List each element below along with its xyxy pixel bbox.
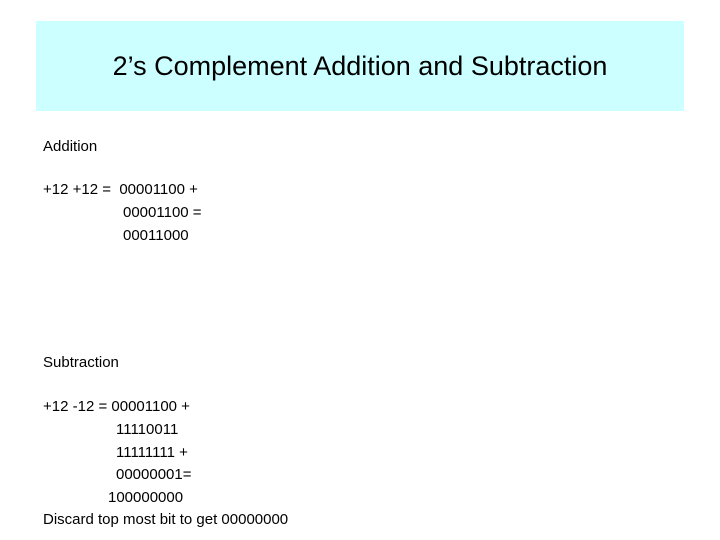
subtraction-result-line: 100000000 [108, 489, 184, 506]
addition-heading: Addition [43, 138, 98, 155]
addition-result-line: 00011000 [123, 227, 189, 244]
slide-title: 2’s Complement Addition and Subtraction [112, 50, 608, 81]
subtraction-plus-one-line: 00000001= [116, 466, 192, 483]
addition-equation-line-1: +12 +12 = 00001100 + [43, 181, 198, 198]
subtraction-ones-line: 11111111 + [116, 444, 188, 461]
addition-equation-line-2: 00001100 = [123, 204, 202, 221]
subtraction-complement-line: 11110011 [116, 421, 179, 438]
subtraction-heading: Subtraction [43, 354, 119, 371]
subtraction-equation-line-1: +12 -12 = 00001100 + [43, 398, 190, 415]
slide-title-box [36, 21, 684, 111]
subtraction-note: Discard top most bit to get 00000000 [43, 511, 289, 528]
